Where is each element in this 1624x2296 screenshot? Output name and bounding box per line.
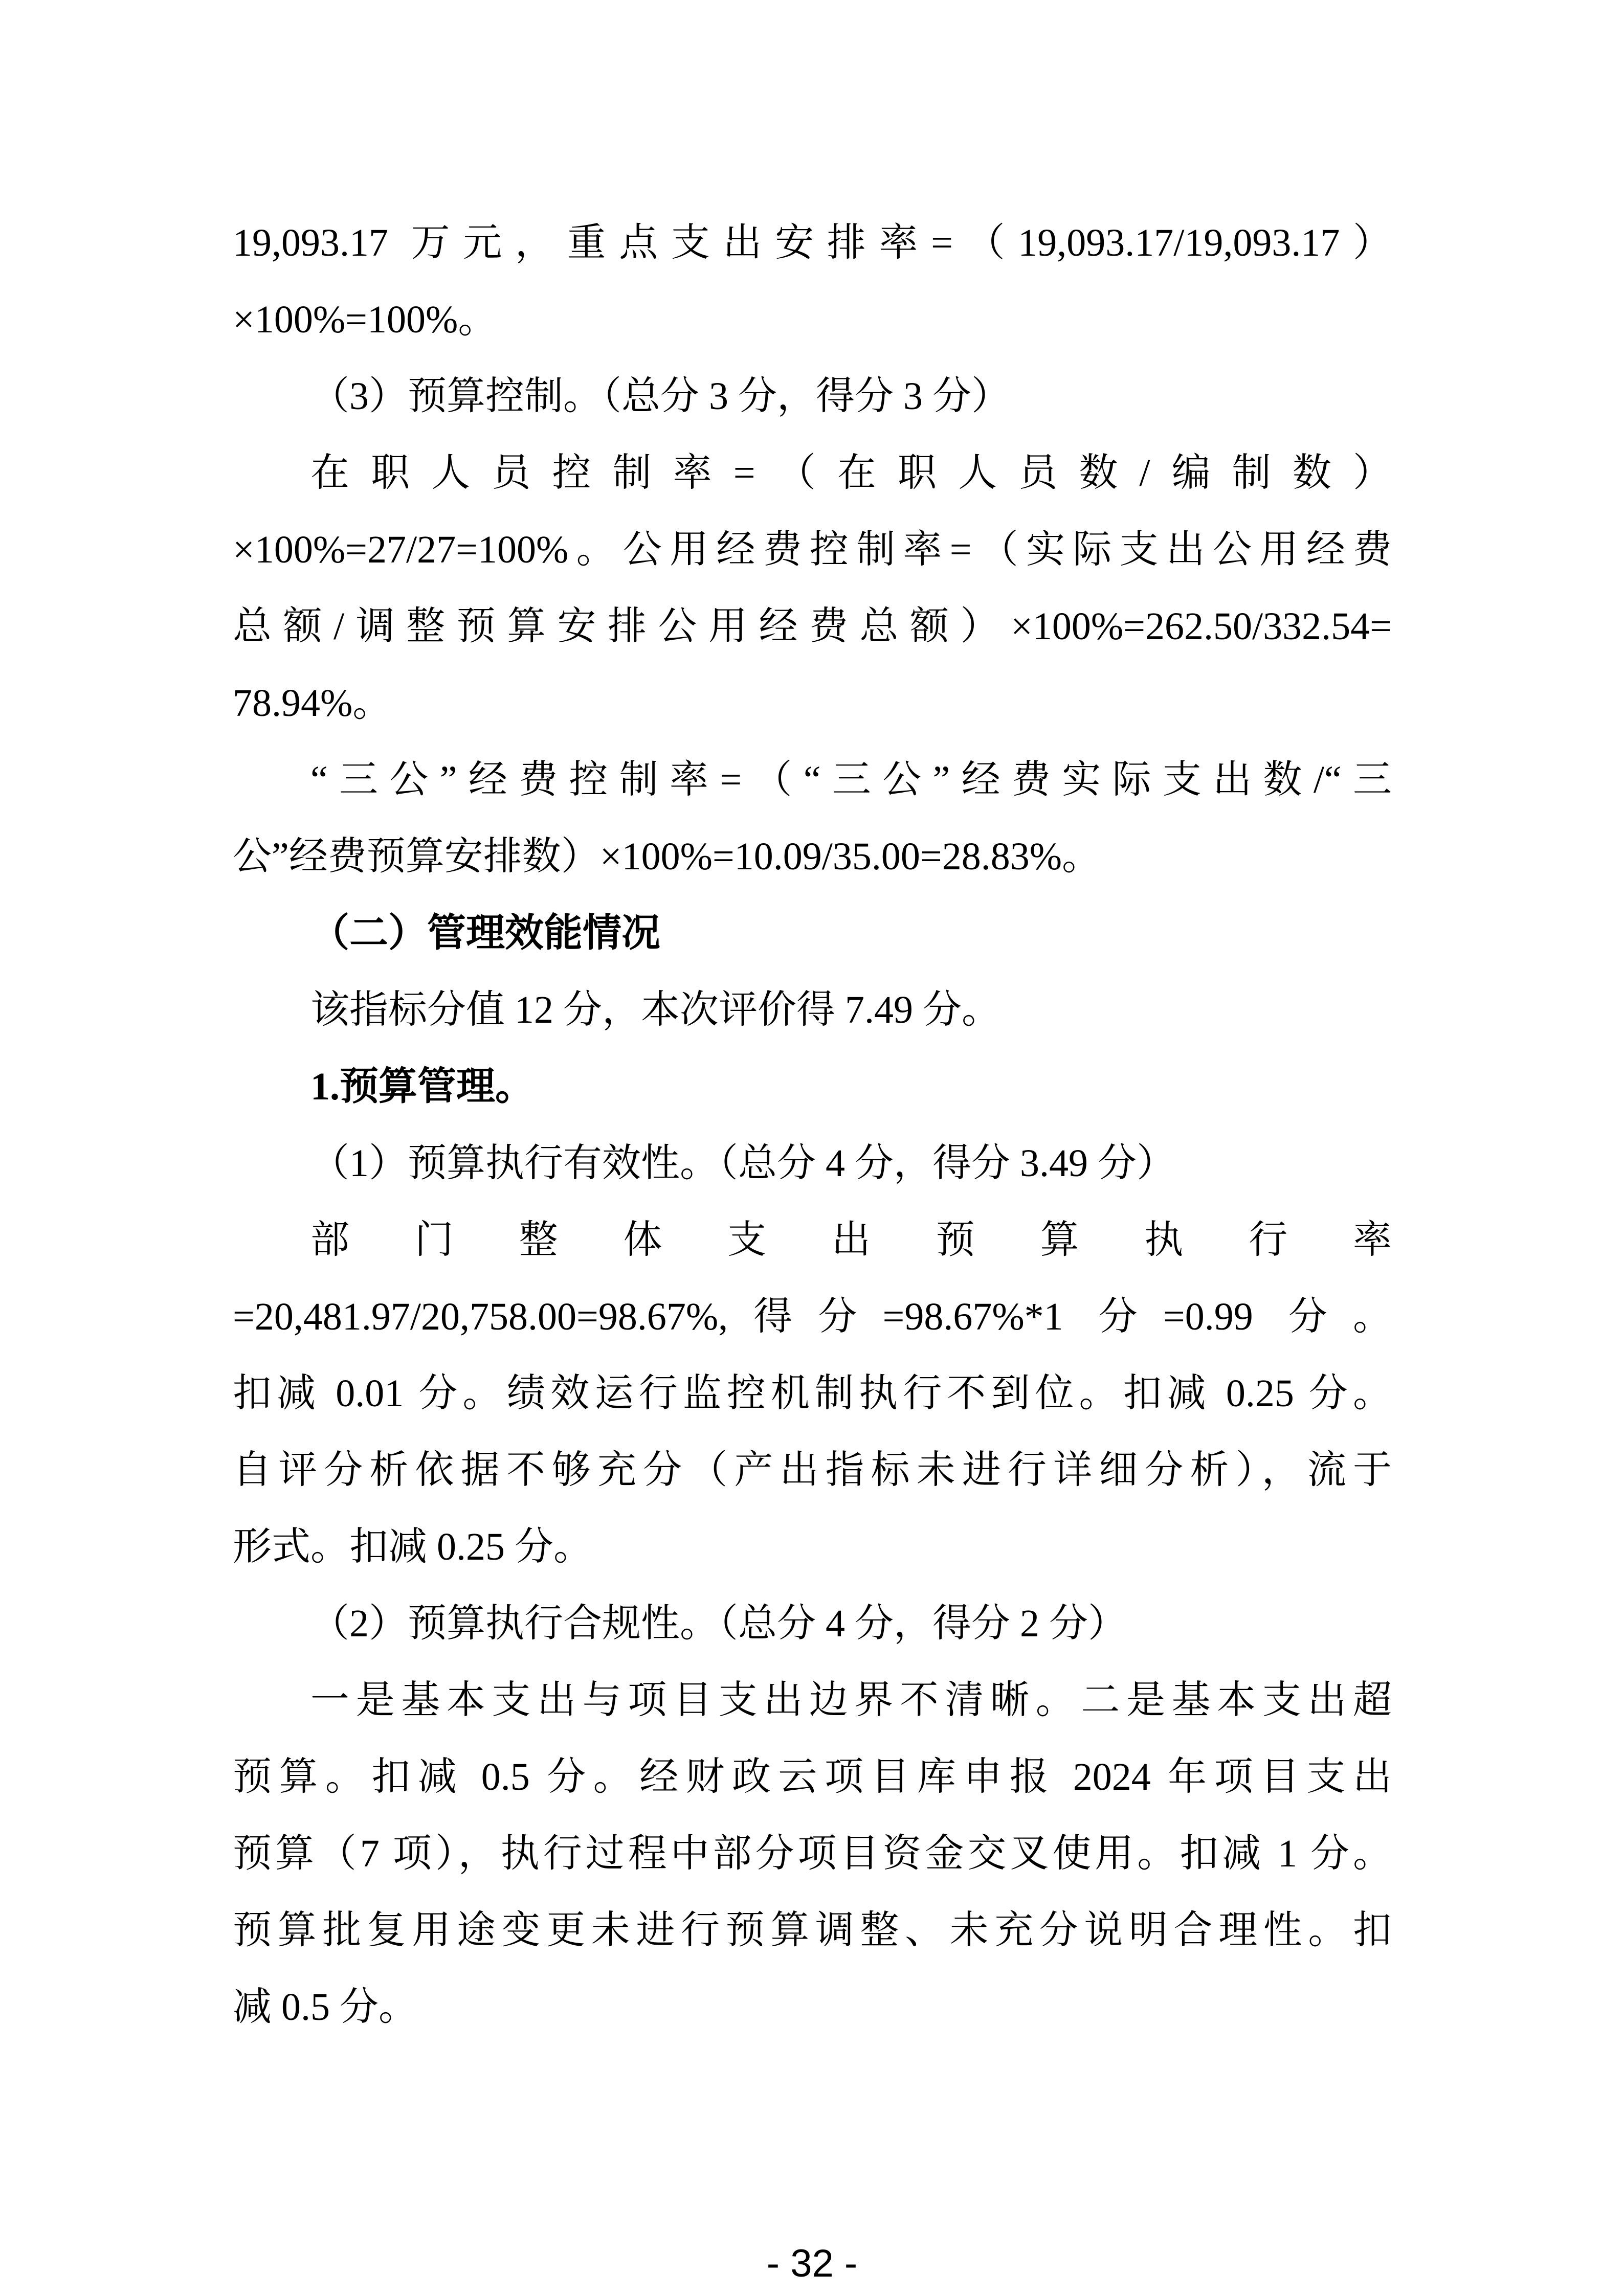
text-line: 预算（7 项），执行过程中部分项目资金交叉使用。扣减 1 分。 bbox=[233, 1832, 1392, 1875]
text-line: 19,093.17 万元，重点支出安排率=（19,093.17/19,093.17） bbox=[233, 221, 1392, 264]
text-line: （1）预算执行有效性。（总分 4 分，得分 3.49 分） bbox=[310, 1142, 1175, 1185]
text-line: 形式。扣减 0.25 分。 bbox=[233, 1525, 592, 1568]
text-line: 扣减 0.01 分。绩效运行监控机制执行不到位。扣减 0.25 分。 bbox=[233, 1372, 1392, 1415]
text-line: 预算批复用途变更未进行预算调整、未充分说明合理性。扣 bbox=[233, 1909, 1392, 1952]
subsection-heading: 1.预算管理。 bbox=[310, 1065, 534, 1108]
text-line: ×100%=27/27=100%。公用经费控制率=（实际支出公用经费 bbox=[233, 528, 1392, 571]
page-number: - 32 - bbox=[766, 2242, 858, 2285]
text-line: 公”经费预算安排数）×100%=10.09/35.00=28.83%。 bbox=[233, 835, 1101, 878]
text-line: （2）预算执行合规性。（总分 4 分，得分 2 分） bbox=[310, 1602, 1127, 1645]
text-line: 一是基本支出与项目支出边界不清晰。二是基本支出超 bbox=[310, 1679, 1392, 1722]
section-heading: （二）管理效能情况 bbox=[310, 912, 660, 955]
text-line: 自评分析依据不够充分（产出指标未进行详细分析），流于 bbox=[233, 1449, 1392, 1492]
text-line: “三公”经费控制率=（“三公”经费实际支出数/“三 bbox=[310, 758, 1392, 801]
text-line: 减 0.5 分。 bbox=[233, 1986, 417, 2029]
text-line: （3）预算控制。（总分 3 分，得分 3 分） bbox=[310, 375, 1010, 418]
text-line: =20,481.97/20,758.00=98.67%,得分=98.67%*1 分=0.99 分。 bbox=[233, 1295, 1392, 1338]
text-line: 部门整体支出预算执行率 bbox=[310, 1219, 1392, 1262]
text-line: 总额/调整预算安排公用经费总额）×100%=262.50/332.54= bbox=[233, 605, 1392, 648]
text-line: 该指标分值 12 分，本次评价得 7.49 分。 bbox=[310, 988, 1000, 1031]
text-line: 在职人员控制率=（在职人员数/编制数） bbox=[310, 452, 1392, 494]
text-line: ×100%=100%。 bbox=[233, 298, 497, 341]
text-line: 预算。扣减 0.5 分。经财政云项目库申报 2024 年项目支出 bbox=[233, 1755, 1392, 1798]
text-line: 78.94%。 bbox=[233, 682, 392, 725]
document-body bbox=[233, 205, 1392, 2045]
